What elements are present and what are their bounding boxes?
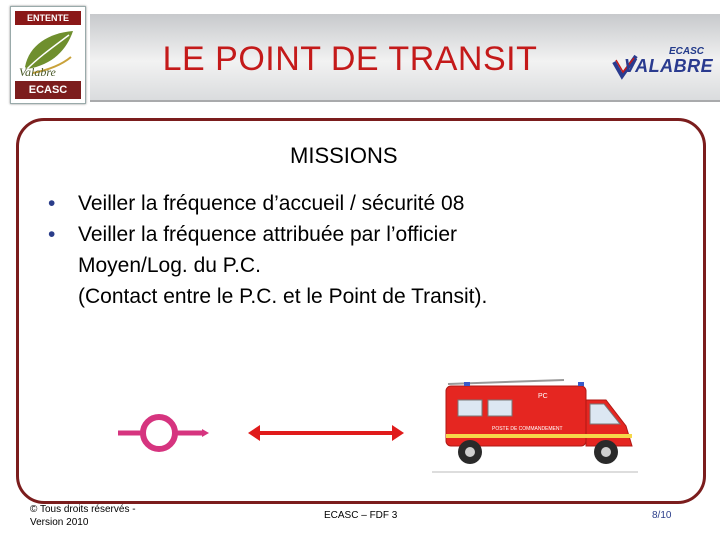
bullet-text: Veiller la fréquence d’accueil / sécurité 08 (78, 192, 465, 215)
list-item (48, 219, 487, 250)
truck-side-text: POSTE DE COMMANDEMENT (492, 426, 563, 432)
bullet-icon: • (48, 223, 56, 246)
bullet-text: Veiller la fréquence attribuée par l’officier (78, 223, 457, 246)
missions-list (48, 188, 487, 312)
bullet-icon: • (48, 192, 56, 215)
footer-center: ECASC – FDF 3 (324, 510, 398, 521)
entente-valabre-logo (10, 6, 86, 104)
truck-pc-label: PC (538, 393, 548, 400)
command-truck-image (428, 378, 642, 478)
page-title: LE POINT DE TRANSIT (162, 40, 538, 78)
list-item (48, 188, 487, 219)
logo-entente-text: ENTENTE (15, 11, 81, 25)
version-text: Version 2010 (30, 517, 89, 528)
double-arrow-icon (246, 421, 406, 445)
logo-right-ecasc: ECASC (668, 46, 704, 57)
missions-heading: MISSIONS (290, 143, 398, 168)
footer-copyright (30, 503, 170, 529)
logo-valabre-script: Valabre (19, 65, 56, 79)
page-number: 8/10 (652, 510, 672, 521)
bullet-continuation: Moyen/Log. du P.C. (78, 254, 261, 277)
ecasc-valabre-logo (612, 42, 712, 82)
logo-ecasc-text: ECASC (15, 81, 81, 99)
transit-point-symbol-icon (114, 408, 214, 458)
bullet-continuation: (Contact entre le P.C. et le Point de Transit). (78, 285, 488, 308)
copyright-text: © Tous droits réservés - (30, 504, 136, 515)
header (0, 0, 720, 104)
logo-right-valabre: VALABRE (624, 56, 714, 76)
